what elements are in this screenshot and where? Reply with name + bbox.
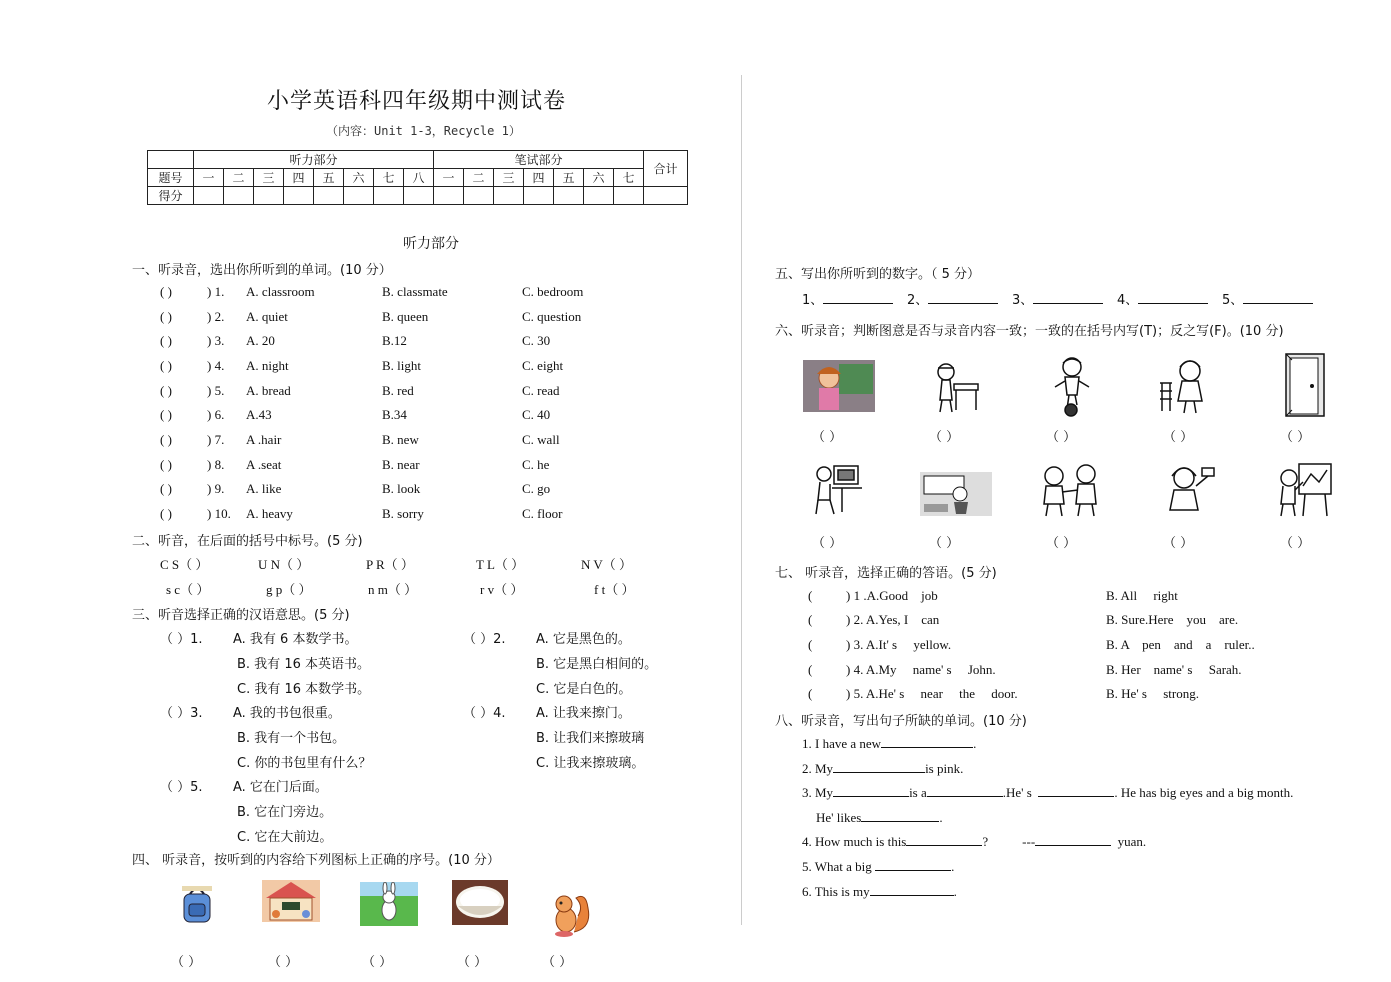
s1-option-num: ) 9. bbox=[207, 481, 225, 496]
s1-option-b: B. sorry bbox=[382, 506, 424, 521]
s6-answer[interactable]: （ ） bbox=[812, 430, 843, 445]
s1-option-a: A. quiet bbox=[246, 309, 288, 324]
page-title: 小学英语科四年级期中测试卷 bbox=[267, 89, 567, 114]
s8-sentence-5: 5. What a big . bbox=[802, 859, 955, 874]
answer-blank[interactable] bbox=[875, 870, 951, 871]
listening-part-label: 听力部分 bbox=[194, 151, 434, 169]
col-header: 六 bbox=[344, 169, 374, 187]
s4-answer[interactable]: （ ） bbox=[171, 955, 202, 970]
s1-option-b: B. new bbox=[382, 432, 419, 447]
score-cell[interactable] bbox=[434, 187, 464, 205]
s5-item: 4、 bbox=[1117, 289, 1208, 308]
s7-option-b: B. He' s strong. bbox=[1106, 686, 1199, 701]
s7-option-a: ) 4. A.My name' s John. bbox=[846, 662, 996, 677]
s8-sentence-1: 1. I have a new . bbox=[802, 736, 977, 751]
score-cell[interactable] bbox=[584, 187, 614, 205]
s2-item[interactable]: n m（ ） bbox=[368, 582, 418, 597]
classroom-picture bbox=[262, 880, 320, 928]
s4-answer[interactable]: （ ） bbox=[268, 955, 299, 970]
col-header: 二 bbox=[224, 169, 254, 187]
section8-title: 八、听录音，写出句子所缺的单词。(10 分) bbox=[775, 714, 1027, 729]
number-blank[interactable] bbox=[928, 303, 998, 304]
col-header: 八 bbox=[404, 169, 434, 187]
writing-part-label: 笔试部分 bbox=[434, 151, 644, 169]
s1-answer-paren[interactable]: ( ) bbox=[160, 432, 172, 447]
col-header: 四 bbox=[284, 169, 314, 187]
s1-option-c: C. question bbox=[522, 309, 582, 324]
girl-board-picture bbox=[803, 360, 875, 412]
answer-blank[interactable] bbox=[906, 845, 982, 846]
boy-desk-picture bbox=[928, 360, 980, 414]
s3-q5-c: C. 它在大前边。 bbox=[237, 830, 333, 845]
s1-option-a: A .hair bbox=[246, 432, 282, 447]
score-cell[interactable] bbox=[404, 187, 434, 205]
s5-item: 3、 bbox=[1012, 289, 1103, 308]
s6-answer[interactable]: （ ） bbox=[1280, 536, 1311, 551]
s2-item[interactable]: g p（ ） bbox=[266, 582, 312, 597]
s6-answer[interactable]: （ ） bbox=[1046, 430, 1077, 445]
s1-answer-paren[interactable]: ( ) bbox=[160, 333, 172, 348]
s1-option-a: A. classroom bbox=[246, 284, 315, 299]
kids-talking-picture bbox=[1038, 462, 1104, 518]
section3-title: 三、听音选择正确的汉语意思。(5 分) bbox=[132, 608, 350, 623]
section2-title: 二、听音，在后面的括号中标号。(5 分) bbox=[132, 534, 363, 549]
s7-answer-paren[interactable]: ( bbox=[808, 662, 845, 677]
answer-blank[interactable] bbox=[870, 895, 954, 896]
s1-answer-paren[interactable]: ( ) bbox=[160, 506, 172, 521]
s3-q3-label[interactable]: （ ）3. bbox=[160, 706, 203, 721]
score-cell[interactable] bbox=[494, 187, 524, 205]
number-blank[interactable] bbox=[823, 303, 893, 304]
door-picture bbox=[1284, 352, 1326, 418]
col-header: 五 bbox=[314, 169, 344, 187]
boy-drawing-picture bbox=[1275, 460, 1333, 518]
s7-option-a: ) 3. A.It' s yellow. bbox=[846, 637, 952, 652]
s6-answer[interactable]: （ ） bbox=[929, 536, 960, 551]
col-header: 一 bbox=[194, 169, 224, 187]
answer-blank[interactable] bbox=[1038, 796, 1114, 797]
s7-answer-paren[interactable]: ( bbox=[808, 588, 845, 603]
s3-q3-c: C. 你的书包里有什么？ bbox=[237, 756, 372, 771]
s1-option-c: C. he bbox=[522, 457, 550, 472]
s1-option-b: B.34 bbox=[382, 407, 407, 422]
s6-answer[interactable]: （ ） bbox=[1163, 430, 1194, 445]
s8-sentence-3b: He' likes . bbox=[816, 810, 943, 825]
s3-q2-b: B. 它是黑白相间的。 bbox=[536, 657, 658, 672]
s2-item[interactable]: r v（ ） bbox=[480, 582, 524, 597]
s3-q5-label[interactable]: （ ）5. bbox=[160, 780, 203, 795]
s2-item[interactable]: s c（ ） bbox=[166, 582, 210, 597]
boy-football-picture bbox=[1049, 355, 1095, 417]
boy-window-picture bbox=[920, 472, 992, 516]
score-cell[interactable] bbox=[314, 187, 344, 205]
s1-answer-paren[interactable]: ( ) bbox=[160, 309, 172, 324]
score-cell[interactable] bbox=[524, 187, 554, 205]
col-header: 六 bbox=[584, 169, 614, 187]
s1-option-num: ) 6. bbox=[207, 407, 225, 422]
col-header: 五 bbox=[554, 169, 584, 187]
s1-option-a: A. heavy bbox=[246, 506, 293, 521]
s1-option-a: A. like bbox=[246, 481, 282, 496]
answer-blank[interactable] bbox=[1035, 845, 1111, 846]
section4-title: 四、 听录音，按听到的内容给下列图标上正确的序号。(10 分） bbox=[132, 853, 500, 868]
s1-option-num: ) 3. bbox=[207, 333, 225, 348]
rice-bowl-picture bbox=[452, 880, 508, 925]
s1-option-b: B. light bbox=[382, 358, 422, 373]
s3-q1-label[interactable]: （ ）1. bbox=[160, 632, 203, 647]
s3-q3-b: B. 我有一个书包。 bbox=[237, 731, 346, 746]
s8-sentence-2: 2. My is pink. bbox=[802, 761, 964, 776]
s6-answer[interactable]: （ ） bbox=[929, 430, 960, 445]
s1-option-num: ) 1. bbox=[207, 284, 225, 299]
s1-option-c: C. wall bbox=[522, 432, 560, 447]
s2-item[interactable]: C S（ ） bbox=[160, 557, 209, 572]
s6-answer[interactable]: （ ） bbox=[1163, 536, 1194, 551]
score-cell[interactable] bbox=[464, 187, 494, 205]
s3-q4-c: C. 让我来擦玻璃。 bbox=[536, 756, 645, 771]
s1-answer-paren[interactable]: ( ) bbox=[160, 358, 172, 373]
score-table bbox=[147, 150, 688, 205]
girl-eating-picture bbox=[1160, 462, 1216, 516]
s1-option-a: A. bread bbox=[246, 383, 291, 398]
score-cell[interactable] bbox=[614, 187, 644, 205]
s4-answer[interactable]: （ ） bbox=[457, 955, 488, 970]
s4-answer[interactable]: （ ） bbox=[362, 955, 393, 970]
col-header: 七 bbox=[374, 169, 404, 187]
squirrel-picture bbox=[550, 888, 592, 938]
s1-option-c: C. floor bbox=[522, 506, 563, 521]
s8-sentence-6: 6. This is my . bbox=[802, 884, 957, 899]
s1-option-b: B.12 bbox=[382, 333, 407, 348]
s6-answer[interactable]: （ ） bbox=[1280, 430, 1311, 445]
s2-item[interactable]: P R（ ） bbox=[366, 557, 414, 572]
s5-item: 5、 bbox=[1222, 289, 1313, 308]
s3-q2-label[interactable]: （ ）2. bbox=[463, 632, 506, 647]
s8-sentence-3: 3. My is a .He' s . He has big eyes and a big month. bbox=[802, 785, 1294, 800]
column-divider bbox=[741, 75, 742, 925]
s1-answer-paren[interactable]: ( ) bbox=[160, 284, 172, 299]
question-number-label: 题号 bbox=[148, 169, 194, 187]
col-header: 三 bbox=[254, 169, 284, 187]
listening-section-header: 听力部分 bbox=[403, 236, 459, 252]
s7-answer-paren[interactable]: ( bbox=[808, 612, 845, 627]
score-cell[interactable] bbox=[554, 187, 584, 205]
s3-q4-label[interactable]: （ ）4. bbox=[463, 706, 506, 721]
col-header: 三 bbox=[494, 169, 524, 187]
s7-option-b: B. All right bbox=[1106, 588, 1178, 603]
number-blank[interactable] bbox=[1243, 303, 1313, 304]
s1-answer-paren[interactable]: ( ) bbox=[160, 407, 172, 422]
s1-option-b: B. red bbox=[382, 383, 414, 398]
s3-q1-a: A. 我有 6 本数学书。 bbox=[233, 632, 358, 647]
section5-title: 五、写出你所听到的数字。（ 5 分） bbox=[775, 267, 981, 282]
answer-blank[interactable] bbox=[927, 796, 1003, 797]
col-header: 一 bbox=[434, 169, 464, 187]
s1-option-num: ) 5. bbox=[207, 383, 225, 398]
s1-option-num: ) 7. bbox=[207, 432, 225, 447]
s8-sentence-4: 4. How much is this ? --- yuan. bbox=[802, 834, 1147, 849]
s3-q5-b: B. 它在门旁边。 bbox=[237, 805, 333, 820]
s2-item[interactable]: f t（ ） bbox=[594, 582, 635, 597]
section7-title: 七、 听录音，选择正确的答语。(5 分) bbox=[775, 566, 997, 581]
s1-answer-paren[interactable]: ( ) bbox=[160, 481, 172, 496]
s3-q2-a: A. 它是黑色的。 bbox=[536, 632, 631, 647]
answer-blank[interactable] bbox=[861, 821, 939, 822]
s1-answer-paren[interactable]: ( ) bbox=[160, 383, 172, 398]
answer-blank[interactable] bbox=[881, 747, 973, 748]
s1-option-b: B. look bbox=[382, 481, 421, 496]
s6-answer[interactable]: （ ） bbox=[1046, 536, 1077, 551]
s1-option-c: C. go bbox=[522, 481, 551, 496]
s1-option-num: ) 4. bbox=[207, 358, 225, 373]
s1-option-c: C. 40 bbox=[522, 407, 551, 422]
s3-q1-c: C. 我有 16 本数学书。 bbox=[237, 682, 371, 697]
section6-title: 六、听录音；判断图意是否与录音内容一致；一致的在括号内写(T)；反之写(F)。(10 分) bbox=[775, 324, 1284, 339]
s4-answer[interactable]: （ ） bbox=[542, 955, 573, 970]
col-header: 二 bbox=[464, 169, 494, 187]
s1-option-a: A. night bbox=[246, 358, 289, 373]
s7-answer-paren[interactable]: ( bbox=[808, 686, 845, 701]
rabbit-picture bbox=[360, 882, 418, 926]
s5-item: 2、 bbox=[907, 289, 998, 308]
s7-option-b: B. A pen and a ruler.. bbox=[1106, 637, 1255, 652]
total-label: 合计 bbox=[644, 151, 688, 187]
s2-item[interactable]: T L（ ） bbox=[476, 557, 525, 572]
score-cell[interactable] bbox=[374, 187, 404, 205]
answer-blank[interactable] bbox=[833, 796, 909, 797]
s1-option-a: A.43 bbox=[246, 407, 272, 422]
s1-option-a: A .seat bbox=[246, 457, 282, 472]
s3-q3-a: A. 我的书包很重。 bbox=[233, 706, 341, 721]
s1-option-b: B. classmate bbox=[382, 284, 448, 299]
number-blank[interactable] bbox=[1138, 303, 1208, 304]
number-blank[interactable] bbox=[1033, 303, 1103, 304]
col-header: 四 bbox=[524, 169, 554, 187]
s1-option-c: C. 30 bbox=[522, 333, 551, 348]
s1-option-c: C. eight bbox=[522, 358, 564, 373]
score-row-label: 得分 bbox=[148, 187, 194, 205]
s3-q4-b: B. 让我们来擦玻璃 bbox=[536, 731, 645, 746]
score-cell[interactable] bbox=[344, 187, 374, 205]
s1-answer-paren[interactable]: ( ) bbox=[160, 457, 172, 472]
s2-item[interactable]: N V（ ） bbox=[581, 557, 633, 572]
s1-option-num: ) 8. bbox=[207, 457, 225, 472]
s1-option-b: B. near bbox=[382, 457, 420, 472]
s7-answer-paren[interactable]: ( bbox=[808, 637, 845, 652]
girl-chair-picture bbox=[1158, 355, 1210, 415]
s1-option-b: B. queen bbox=[382, 309, 429, 324]
section1-title: 一、听录音，选出你所听到的单词。(10 分） bbox=[132, 263, 392, 278]
s3-q5-a: A. 它在门后面。 bbox=[233, 780, 328, 795]
s2-item[interactable]: U N（ ） bbox=[258, 557, 310, 572]
s1-option-c: C. read bbox=[522, 383, 560, 398]
score-cell[interactable] bbox=[224, 187, 254, 205]
s3-q1-b: B. 我有 16 本英语书。 bbox=[237, 657, 370, 672]
col-header: 七 bbox=[614, 169, 644, 187]
score-cell[interactable] bbox=[644, 187, 688, 205]
score-cell[interactable] bbox=[194, 187, 224, 205]
s7-option-a: ) 2. A.Yes, I can bbox=[846, 612, 940, 627]
s6-answer[interactable]: （ ） bbox=[812, 536, 843, 551]
answer-blank[interactable] bbox=[833, 772, 925, 773]
page-subtitle: （内容：Unit 1-3，Recycle 1） bbox=[326, 124, 521, 138]
s1-option-num: ) 10. bbox=[207, 506, 231, 521]
s1-option-a: A. 20 bbox=[246, 333, 275, 348]
s7-option-a: ) 5. A.He' s near the door. bbox=[846, 686, 1018, 701]
s7-option-b: B. Sure.Here you are. bbox=[1106, 612, 1239, 627]
s5-item: 1、 bbox=[802, 289, 893, 308]
boy-computer-picture bbox=[812, 462, 864, 518]
score-cell[interactable] bbox=[254, 187, 284, 205]
s1-option-c: C. bedroom bbox=[522, 284, 584, 299]
s1-option-num: ) 2. bbox=[207, 309, 225, 324]
schoolbag-picture bbox=[180, 884, 214, 926]
score-cell[interactable] bbox=[284, 187, 314, 205]
s3-q4-a: A. 让我来擦门。 bbox=[536, 706, 631, 721]
s7-option-a: ) 1 .A.Good job bbox=[846, 588, 938, 603]
s7-option-b: B. Her name' s Sarah. bbox=[1106, 662, 1242, 677]
s3-q2-c: C. 它是白色的。 bbox=[536, 682, 632, 697]
